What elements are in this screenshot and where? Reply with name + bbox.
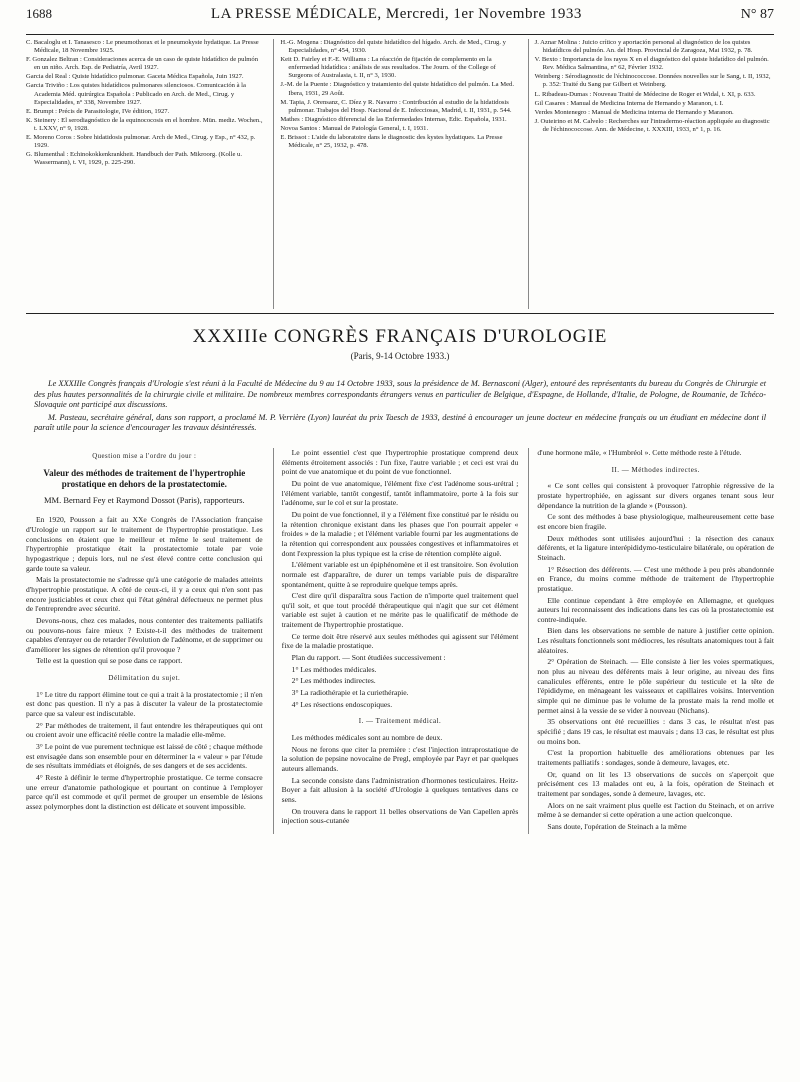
paragraph: 4° Reste à définir le terme d'hypertrophie prostatique. Ce terme consacre une erreur d'anatomie pathologique et pourtant on continue à l'employer parce qu'il est commode et qu'il permet de grouper un ensemble de lésions assez polymorphes dont la distinction est délicate et souvent impossible. [26,773,263,811]
paragraph: Telle est la question qui se pose dans ce rapport. [36,656,183,666]
section-heading: II. — Méthodes indirectes. [611,465,700,474]
reference-entry: J.-M. de la Puente : Diagnóstico y tratamiento del quiste hidatídico del pulmón. La Med. Ibera, 1931, 29 Août. [280,81,514,97]
congress-title: XXXIIIe CONGRÈS FRANÇAIS D'UROLOGIE [192,326,608,347]
reference-entry: M. Tapia, J. Orensanz, C. Díez y R. Navarro : Contribución al estudio de la hidatidosis pulmonar. Trabajos del Hosp. Nacional de E. Infecciosas, Madrid, t. II, 1931, p. 544. [280,98,512,114]
paragraph: d'une hormone mâle, « l'Humbréol ». Cette méthode reste à l'étude. [537,447,742,457]
issue-number: N° 87 [740,7,774,22]
journal-title: LA PRESSE MÉDICALE, Mercredi, 1er Novembre 1933 [210,6,582,22]
plan-item: 1° Les méthodes médicales. [291,664,377,674]
reference-entry: K. Steinery : El serodiagnóstico de la equinococosis en el hombre. Mün. mediz. Wochen., t. LXXV, n° 9, 1928. [26,116,263,132]
article-col-right [528,448,774,834]
reference-entry: Garcia Triviño : Los quistes hidatídicos pulmonares silenciosos. Comunicación à la Academia Méd. quirúrgica Española : Publicado en Arch. de Med., Cirug. y Especialidades, n° 338, Novembre 1927. [26,82,246,106]
congress-intro-2: M. Pasteau, secrétaire général, dans son rapport, a proclamé M. P. Verrière (Lyon) lauréat du prix Taesch de 1933, destiné à encourager un jeune docteur en médecine français ou un étudiant en médecine dont il paraît utile pour la science d'encourager les travaux désintéressés. [34,412,766,433]
reference-entry: Mathes : Diagnóstico diferencial de las Enfermedades Internas, Edic. Española, 1931. [280,115,507,123]
reference-entry: C. Bacaloglu et I. Tanasesco : Le pneumothorax et le pneumokyste hydatique. La Presse Médicale, 18 Novembre 1925. [26,39,259,55]
paragraph: Nous ne ferons que citer la première : c'est l'injection intraprostatique de la solution de pepsine novocaïne de Pregl, employée par Payr et par quelques auteurs allemands. [281,744,519,773]
paragraph: Plan du rapport. — Sont étudiées successivement : [291,653,446,663]
references-col-2 [273,39,519,309]
references-section [26,39,774,309]
section-heading: Délimitation du sujet. [108,674,181,683]
plan-item: 3° La radiothérapie et la curiethérapie. [291,688,409,698]
paragraph: Mais la prostatectomie ne s'adresse qu'à une catégorie de malades atteints d'hypertrophie prostatique. A côté de ceux-ci, il y a ceux qui n'en sont pas encore justiciables et ceux chez qui l'état général défectueux ne permet plus de l'entreprendre avec sécurité. [26,575,263,614]
paragraph: 1° Le titre du rapport élimine tout ce qui a trait à la prostatectomie ; il n'en est donc pas question. Il n'y a pas à discuter la valeur de la prostatectomie parce que sa valeur est indiscutable. [26,689,263,719]
reference-entry: E. Brumpt : Précis de Parasitologie, IVe édition, 1927. [26,107,170,115]
reference-entry: J. Aznar Molina : Juicio crítico y aportación personal al diagnóstico de los quistes hidatídicos del pulmón. An. del Hosp. Provincial de Zaragoza, Mai 1932, p. 78. [534,39,753,55]
references-col-3 [528,39,774,309]
references-col-1 [26,39,265,309]
reference-entry: Garcia del Real : Quiste hidatídico pulmonar. Gaceta Médica Española, Juin 1927. [26,73,244,81]
paragraph: Le point essentiel c'est que l'hypertrophie prostatique comprend deux éléments étroitement associés : l'un fixe, l'autre variable ; et ceci est vrai du point de vue anatomique et du point de vue fonctionnel. [281,447,519,477]
running-header [26,6,774,32]
congress-subtitle: (Paris, 9-14 Octobre 1933.) [350,351,450,361]
reference-entry: V. Bexto : Importancia de los rayos X en el diagnóstico del quiste hidatídico del pulmón. Rev. Médica Salmantina, n° 62, Février 1932. [534,56,769,72]
paragraph: Elle continue cependant à être employée en Allemagne, et quelques auteurs lui reconnaissent des indications dans les cas où la prostatectomie est contre-indiquée. [537,595,775,624]
reference-entry: L. Ribadeau-Dumas : Nouveau Traité de Médecine de Roger et Widal, t. XI, p. 633. [534,90,756,98]
plan-item: 4° Les résections endoscopiques. [291,699,393,709]
paragraph: L'élément variable est un épiphénomène et il est transitoire. Son évolution normale est d'apparaître, de durer un temps variable puis de disparaître spontanément, quitte à se reproduire quelque temps après. [281,560,519,589]
reference-entry: Gil Casares : Manual de Medicina Interna de Hernando y Maranon, t. I. [534,99,724,107]
congress-intro: Le XXXIIIe Congrès français d'Urologie s'est réuni à la Faculté de Médecine du 9 au 14 Octobre 1933, sous la présidence de M. Bernasconi (Alger), entouré des représentants du bureau du Congrès de Chirurgie et des plus hautes personnalités de la chirurgie civile et militaire. De nombreux membres correspondants étrangers venus en particulier de Belgique, d'Espagne, de Hollande, d'Italie, de Pologne, de Roumanie, de Tchéco-Slovaquie ont participé aux discussions. [34,379,766,410]
paragraph: 2° Opération de Steinach. — Elle consiste à lier les voies spermatiques, non plus au niveau des déférents mais à leur origine, au niveau des fins canalicules efférents, entre le pôle supérieur du testicule et la tête de l'épididyme, en ménageant les vaisseaux et capillaires voisins. Intervention simple qui ne diminue pas le volume de la prostate mais la rend molle et permet ainsi à la vessie de se vider à nouveau (Nichans). [537,657,775,715]
plan-item: 2° Les méthodes indirectes. [291,676,376,686]
paragraph: Devons-nous, chez ces malades, nous contenter des traitements palliatifs ou pouvons-nous faire mieux ? Existe-t-il des méthodes de traitement capables d'enrayer ou de retarder l'évolution de l'adénome, et de supprimer ou d'améliorer les signes de rétention qu'il provoque ? [26,615,263,654]
reference-entry: Weinberg : Sérodiagnostic de l'échinococcose. Données nouvelles sur le Sang, t. II, 1932, p. 352: Traité du Sang par Gilbert et Weinberg. [534,73,771,89]
paragraph: En 1920, Pousson a fait au XXe Congrès de l'Association française d'Urologie un rapport sur le traitement de l'hypertrophie prostatique. Les conclusions en étaient que le meilleur et même le seul traitement de l'hypertrophie prostatique était la prostatectomie totale par voie hypogastrique ; depuis lors, nul ne s'est élevé contre cette conclusion qui garde toute sa valeur. [26,515,263,573]
header-rule [26,34,774,35]
report-title: Valeur des méthodes de traitement de l'hypertrophie prostatique en dehors de la prostatectomie. [43,467,246,489]
paragraph: 2° Par méthodes de traitement, il faut entendre les thérapeutiques qui ont ou croient avoir une efficacité réelle contre la maladie elle-même. [26,720,263,740]
reference-entry: G. Blumenthal : Echinokokkenkrankheit. Handbuch der Path. Mikroorg. (Kolle u. Wassermann), t. VI, 1929, p. 225-290. [26,151,242,167]
reference-entry: F. Gonzalez Beltran : Consideraciones acerca de un caso de quiste hidatídico de pulmón en un niño. Arch. Esp. de Pediatría, Avril 1927. [26,56,259,72]
question-label: Question mise a l'ordre du jour : [92,452,197,460]
reference-entry: J. Outeirino et M. Calvelo : Recherches sur l'intradermo-réaction appliquée au diagnostic de l'échinococcose. Ann. de Médecine, t. XXXIII, 1933, n° 1, p. 16. [534,117,770,133]
paragraph: Bien dans les observations ne semble de nature à justifier cette opinion. Les résultats fonctionnels sont médiocres, les résultats anatomiques tout à fait aléatoires. [537,626,775,655]
paragraph: C'est la proportion habituelle des améliorations obtenues par les traitements palliatifs : sondages, sonde à demeure, lavages, etc. [537,748,775,767]
paragraph: Les méthodes médicales sont au nombre de deux. [291,733,443,743]
paragraph: Or, quand on lit les 13 observations de succès on s'aperçoit que précisément ces 13 malades ont eu, à la fois, opération de Steinach et traitement par sondages, sonde à demeure, lavages, etc. [537,769,775,798]
article-body [26,448,774,834]
section-rule [26,313,774,314]
reference-entry: Novoa Santos : Manual de Patología General, t. I, 1931. [280,124,429,132]
report-authors: MM. Bernard Fey et Raymond Dossot (Paris), rapporteurs. [44,494,245,505]
reference-entry: Keit D. Fairley et F.-E. Williams : La réacción de fijación de complemento en la enfermedad hidatídica : análisis de sus resultados. The Journ. of the College of Surgeons of Australasia, t. II, n° 3, 1930. [280,56,496,80]
paragraph: 3° Le point de vue purement technique est laissé de côté ; chaque méthode est envisagée dans son ensemble pour en déterminer la « valeur » par l'étude de ses résultats immédiats et éloignés, de ses dangers et de ses accidents. [26,742,263,771]
reference-entry: H.-G. Mogena : Diagnóstico del quiste hidatídico del hígado. Arch. de Med., Cirug. y Especialidades, n° 454, 1930. [280,39,506,55]
paragraph: Du point de vue anatomique, l'élément fixe c'est l'adénome sous-urétral ; l'élément variable, tantôt congestif, tantôt inflammatoire, porte à la fois sur l'adénome, sur le col et sur la prostate. [281,478,519,508]
paragraph: C'est dire qu'il disparaîtra sous l'action de n'importe quel traitement quel qu'il soit, et que tout procédé thérapeutique qui n'agit que sur cet élément variable est sujet à caution et ne mérite pas le qualificatif de méthode de traitement de l'hypertrophie prostatique. [281,591,519,630]
paragraph: Sans doute, l'opération de Steinach a la même [547,821,687,831]
paragraph: Ce sont des méthodes à base physiologique, malheureusement cette base est encore bien fragile. [537,512,775,531]
paragraph: Alors on ne sait vraiment plus quelle est l'action du Steinach, et on arrive même à se demander si cette opération a une action quelconque. [537,800,775,820]
paragraph: Ce terme doit être réservé aux seules méthodes qui agissent sur l'élément fixe de la maladie prostatique. [281,631,519,651]
paragraph: Deux méthodes sont utilisées aujourd'hui : la résection des canaux déférents, et la ligature interépididymo-testiculaire bilatérale, ou opération de Steinach. [537,533,775,562]
article-col-middle [273,448,519,834]
paragraph: 1° Résection des déférents. — C'est une méthode à peu près abandonnée en France, du moins comme méthode de traitement de l'hypertrophie prostatique. [537,564,775,593]
reference-entry: E. Moreno Coros : Sobre hidatidosis pulmonar. Arch de Med., Cirug. y Esp., n° 432, p. 1929. [26,134,256,150]
paragraph: Du point de vue fonctionnel, il y a l'élément fixe constitué par le résidu ou la rétention chronique existant dans les phases que l'on pourrait appeler « froides » de la maladie ; et l'élément variable fourni par les augmentations de la rétention qui correspondent aux poussées congestives et inflammatoires et dont l'expression la plus typique est la crise de rétention complète aiguë. [281,509,519,558]
reference-entry: Verdes Montenegro : Manual de Medicina interna de Hernando y Maranon. [534,108,734,116]
paragraph: La seconde consiste dans l'administration d'hormones testiculaires. Heitz-Boyer a fait allusion à la société d'Urologie à quelques tentatives dans ce sens. [281,775,519,804]
page-number: 1688 [26,6,52,21]
paragraph: On trouvera dans le rapport 11 belles observations de Van Capellen après injection sous-cutanée [281,806,519,826]
reference-entry: E. Brissot : L'aide du laboratoire dans le diagnostic des kystes hydatiques. La Presse Médicale, n° 25, 1932, p. 478. [280,134,503,150]
article-col-left [26,448,263,834]
section-heading: I. — Traitement médical. [358,717,442,726]
paragraph: « Ce sont celles qui consistent à provoquer l'atrophie régressive de la prostate hypertrophiée, en agissant sur divers organes tenant sous leur dépendance la nutrition de la glande » (Pousson). [537,481,775,510]
paragraph: 35 observations ont été recueillies : dans 3 cas, le résultat n'est pas spécifié ; dans 19 cas, le résultat est mauvais ; dans 13 cas, le résultat est plus ou moins bon. [537,717,775,746]
